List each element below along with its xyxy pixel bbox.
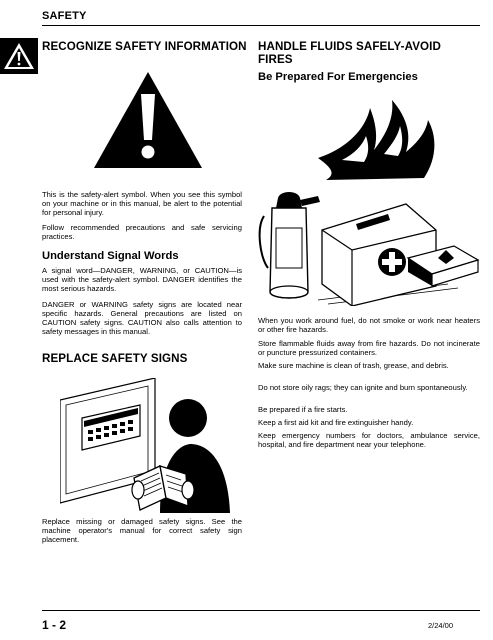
fluids-paragraph-6: Keep a first aid kit and fire extinguisher handy. bbox=[258, 418, 414, 427]
footer-divider bbox=[42, 610, 480, 611]
signal-paragraph-2: DANGER or WARNING safety signs are located near specific hazards. General precautions are listed on CAUTION safety signs. CAUTION also calls attention to safety messages in this manual. bbox=[42, 300, 242, 337]
safety-alert-symbol bbox=[92, 70, 204, 170]
replace-signs-illustration bbox=[60, 378, 240, 513]
recognize-paragraph-2: Follow recommended precautions and safe servicing practices. bbox=[42, 223, 242, 242]
header-divider bbox=[42, 25, 480, 26]
replace-safety-signs-title: REPLACE SAFETY SIGNS bbox=[42, 352, 188, 365]
section-tab bbox=[0, 38, 38, 74]
signal-paragraph-1: A signal word—DANGER, WARNING, or CAUTION—is used with the safety-alert symbol. DANGER identifies the most serious hazards. bbox=[42, 266, 242, 294]
fluids-paragraph-2: Store flammable fluids away from fire hazards. Do not incinerate or puncture pressurized containers. bbox=[258, 339, 480, 358]
replace-paragraph-1: Replace missing or damaged safety signs. See the machine operator's manual for correct safety sign placement. bbox=[42, 517, 242, 545]
warning-tab-icon bbox=[0, 38, 38, 74]
fluids-title-line-1: HANDLE FLUIDS SAFELY-AVOID bbox=[258, 40, 441, 53]
page-number: 1 - 2 bbox=[42, 618, 67, 632]
fluids-title-line-2: FIRES bbox=[258, 53, 293, 66]
revision-date: 2/24/00 bbox=[428, 621, 454, 630]
recognize-safety-title: RECOGNIZE SAFETY INFORMATION bbox=[42, 40, 247, 53]
signal-words-title: Understand Signal Words bbox=[42, 250, 179, 262]
fluids-paragraph-1: When you work around fuel, do not smoke or work near heaters or other fire hazards. bbox=[258, 316, 480, 335]
fluids-paragraph-4: Do not store oily rags; they can ignite and burn spontaneously. bbox=[258, 383, 468, 392]
fluids-paragraph-7: Keep emergency numbers for doctors, ambulance service, hospital, and fire department near your telephone. bbox=[258, 431, 480, 450]
fluids-paragraph-5: Be prepared if a fire starts. bbox=[258, 405, 348, 414]
person-reading-manual-icon bbox=[60, 378, 240, 513]
fire-illustration bbox=[318, 98, 440, 182]
section-header: SAFETY bbox=[42, 10, 87, 22]
emergency-kit-illustration bbox=[258, 188, 483, 306]
fluids-paragraph-3: Make sure machine is clean of trash, grease, and debris. bbox=[258, 361, 449, 370]
emergencies-title: Be Prepared For Emergencies bbox=[258, 71, 418, 83]
flame-icon bbox=[318, 98, 440, 182]
safety-alert-icon bbox=[92, 70, 204, 170]
recognize-paragraph-1: This is the safety-alert symbol. When you see this symbol on your machine or in this manual, be alert to the potential for personal injury. bbox=[42, 190, 242, 218]
fire-extinguisher-first-aid-icon bbox=[258, 188, 483, 306]
